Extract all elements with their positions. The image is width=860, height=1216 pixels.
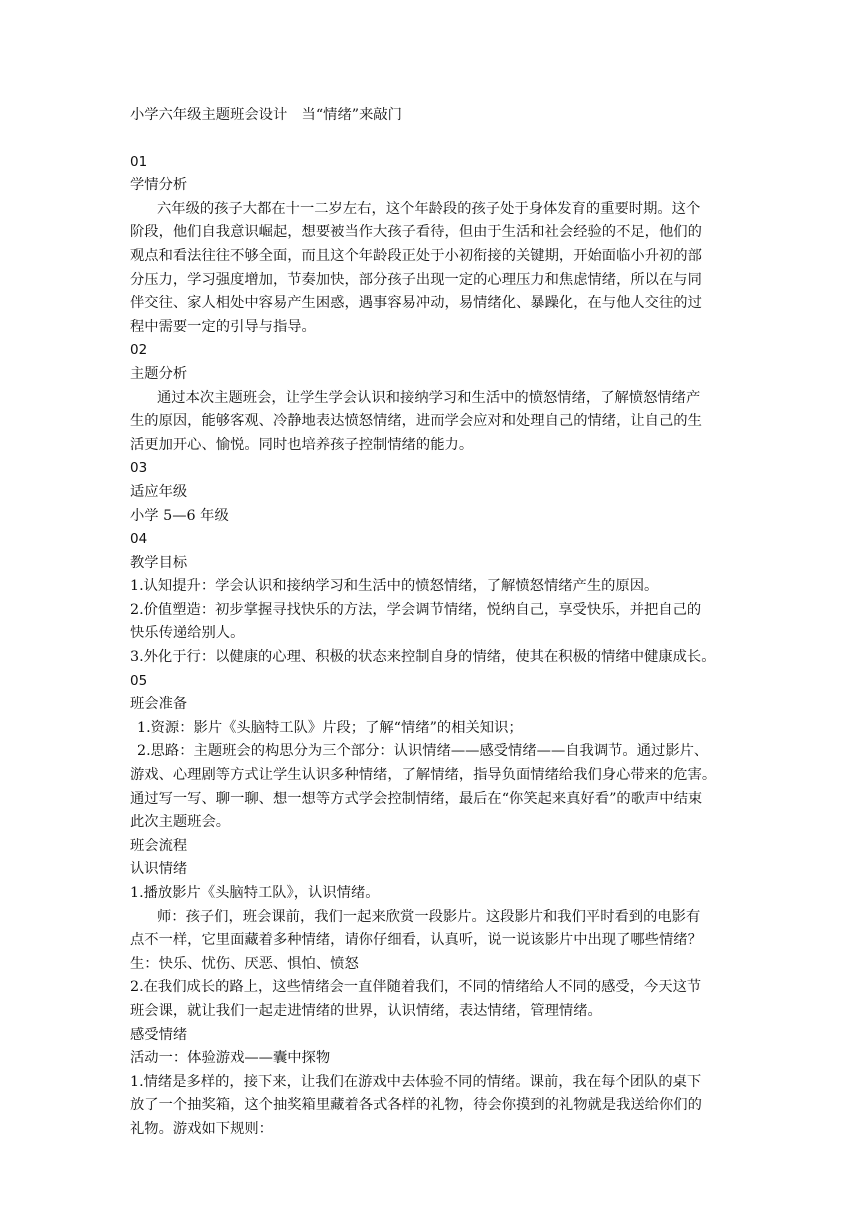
paragraph-line: 活更加开心、愉悦。同时也培养孩子控制情绪的能力。 <box>130 436 474 453</box>
paragraph-line: 此次主题班会。 <box>130 814 231 831</box>
goal-line: 快乐传递给别人。 <box>130 625 245 642</box>
paragraph-line: 程中需要一定的引导与指导。 <box>130 318 316 335</box>
paragraph-line: 伴交往、家人相处中容易产生困惑，遇事容易冲动，易情绪化、暴躁化，在与他人交往的过 <box>130 295 702 312</box>
paragraph-line: 生的原因，能够客观、冷静地表达愤怒情绪，进而学会应对和处理自己的情绪，让自己的生 <box>130 413 702 430</box>
teacher-line: 点不一样，它里面藏着多种情绪，请你仔细看，认真听，说一说该影片中出现了哪些情绪？ <box>130 932 702 949</box>
prep-resource: 1.资源：影片《头脑特工队》片段；了解“情绪”的相关知识； <box>137 719 523 736</box>
document-page <box>130 104 740 1142</box>
goal-line: 2.价值塑造：初步掌握寻找快乐的方法，学会调节情绪，悦纳自己，享受快乐，并把自己的 <box>130 601 702 618</box>
student-line: 生：快乐、忧伤、厌恶、惧怕、愤怒 <box>130 955 359 972</box>
section-number-03: 03 <box>130 460 148 477</box>
document-title: 小学六年级主题班会设计 当“情绪”来敲门 <box>130 107 402 123</box>
subheading-recognize: 认识情绪 <box>130 861 188 878</box>
paragraph-line: 放了一个抽奖箱，这个抽奖箱里藏着各式各样的礼物，待会你摸到的礼物就是我送给你们的 <box>130 1097 702 1114</box>
activity-title: 活动一：体验游戏——囊中探物 <box>130 1050 331 1067</box>
section-number-01: 01 <box>130 153 148 170</box>
section-number-05: 05 <box>130 672 148 689</box>
paragraph-line: 班会课，就让我们一起走进情绪的世界，认识情绪，表达情绪，管理情绪。 <box>130 1002 602 1019</box>
paragraph-line: 分压力，学习强度增加，节奏加快，部分孩子出现一定的心理压力和焦虑情绪，所以在与同 <box>130 271 702 288</box>
grade-line: 小学 5—6 年级 <box>130 507 229 524</box>
section-heading-prep: 班会准备 <box>130 696 188 713</box>
flow-step: 2.在我们成长的路上，这些情绪会一直伴随着我们，不同的情绪给人不同的感受，今天这节 <box>130 979 702 996</box>
paragraph-line: 通过本次主题班会，让学生学会认识和接纳学习和生活中的愤怒情绪，了解愤怒情绪产 <box>157 389 701 406</box>
goal-line: 3.外化于行：以健康的心理、积极的状态来控制自身的情绪，使其在积极的情绪中健康成长。 <box>130 649 716 666</box>
section-heading-grade: 适应年级 <box>130 483 188 500</box>
paragraph-line: 通过写一写、聊一聊、想一想等方式学会控制情绪，最后在“你笑起来真好看”的歌声中结束 <box>130 790 703 807</box>
teacher-line: 师：孩子们，班会课前，我们一起来欣赏一段影片。这段影片和我们平时看到的电影有 <box>157 908 701 925</box>
paragraph-line: 礼物。游戏如下规则： <box>130 1120 273 1137</box>
paragraph-line: 观点和看法往往不够全面，而且这个年龄段正处于小初衔接的关键期，开始面临小升初的部 <box>130 247 702 264</box>
section-heading-analysis: 学情分析 <box>130 177 188 194</box>
subheading-feel: 感受情绪 <box>130 1026 188 1043</box>
prep-idea: 2.思路：主题班会的构思分为三个部分：认识情绪——感受情绪——自我调节。通过影片、 <box>137 743 709 760</box>
goal-line: 1.认知提升：学会认识和接纳学习和生活中的愤怒情绪，了解愤怒情绪产生的原因。 <box>130 578 659 595</box>
section-heading-flow: 班会流程 <box>130 837 188 854</box>
section-heading-goals: 教学目标 <box>130 554 188 571</box>
flow-step: 1.情绪是多样的，接下来，让我们在游戏中去体验不同的情绪。课前，我在每个团队的桌下 <box>130 1073 702 1090</box>
section-number-02: 02 <box>130 342 148 359</box>
paragraph-line: 阶段，他们自我意识崛起，想要被当作大孩子看待，但由于生活和社会经验的不足，他们的 <box>130 224 702 241</box>
flow-step: 1.播放影片《头脑特工队》，认识情绪。 <box>130 885 380 901</box>
section-heading-theme: 主题分析 <box>130 365 188 382</box>
paragraph-line: 六年级的孩子大都在十一二岁左右，这个年龄段的孩子处于身体发育的重要时期。这个 <box>157 200 701 217</box>
section-number-04: 04 <box>130 531 148 548</box>
paragraph-line: 游戏、心理剧等方式让学生认识多种情绪，了解情绪，指导负面情绪给我们身心带来的危害。 <box>130 767 717 784</box>
